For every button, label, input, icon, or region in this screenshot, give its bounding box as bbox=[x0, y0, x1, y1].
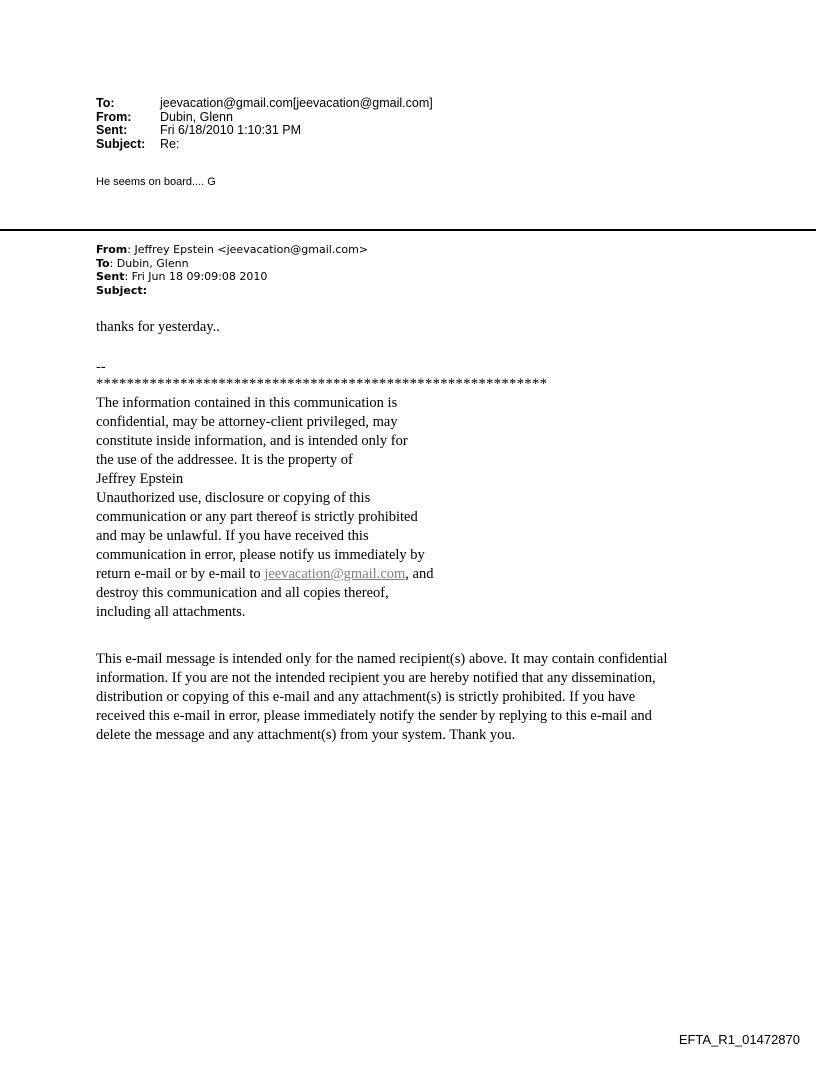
quoted-header bbox=[96, 243, 368, 297]
quoted-sent-value: : Fri Jun 18 09:09:08 2010 bbox=[124, 270, 268, 283]
quoted-from-row bbox=[96, 243, 368, 257]
quoted-to-row bbox=[96, 257, 368, 271]
conf-line: the use of the addressee. It is the property of bbox=[96, 452, 353, 468]
notice-line: received this e-mail in error, please immediately notify the sender by replying to this e-mail and bbox=[96, 708, 652, 724]
notice-line: information. If you are not the intended recipient you are hereby notified that any dissemination, bbox=[96, 670, 656, 686]
quoted-sent-row bbox=[96, 270, 368, 284]
conf-line: including all attachments. bbox=[96, 604, 246, 620]
from-value: Dubin, Glenn bbox=[160, 109, 233, 124]
conf-line: Jeffrey Epstein bbox=[96, 471, 184, 487]
conf-line: communication in error, please notify us immediately by bbox=[96, 547, 425, 563]
notice-line: delete the message and any attachment(s) from your system. Thank you. bbox=[96, 727, 516, 743]
conf-line: destroy this communication and all copies thereof, bbox=[96, 585, 389, 601]
sent-label: Sent: bbox=[96, 123, 128, 137]
signature-separator: -- bbox=[96, 359, 106, 375]
divider bbox=[0, 229, 816, 231]
quoted-subject-row bbox=[96, 284, 368, 298]
conf-line: Unauthorized use, disclosure or copying of this bbox=[96, 490, 371, 506]
to-value: jeevacation@gmail.com[jeevacation@gmail.com] bbox=[160, 96, 433, 110]
conf-line: The information contained in this communication is bbox=[96, 395, 398, 411]
quoted-sent-label: Sent bbox=[96, 270, 125, 283]
quoted-from-label: From bbox=[96, 243, 128, 256]
quoted-body: thanks for yesterday.. bbox=[96, 319, 220, 335]
subject-row bbox=[96, 138, 433, 152]
conf-line: and may be unlawful. If you have received this bbox=[96, 528, 369, 544]
email-disclaimer bbox=[96, 650, 736, 745]
return-prefix: return e-mail or by e-mail to bbox=[96, 566, 265, 582]
quoted-subject-value: : bbox=[142, 283, 148, 297]
quoted-to-value: : Dubin, Glenn bbox=[109, 256, 189, 270]
from-label: From: bbox=[96, 109, 132, 124]
from-row bbox=[96, 111, 433, 125]
stars-divider: *********************************************************** bbox=[96, 376, 548, 392]
conf-line: confidential, may be attorney-client privileged, may bbox=[96, 414, 398, 430]
notice-line: distribution or copying of this e-mail and any attachment(s) is strictly prohibited. If you have bbox=[96, 689, 636, 705]
return-suffix: , and bbox=[405, 566, 434, 582]
subject-value: Re: bbox=[160, 136, 180, 151]
quoted-from-value: : Jeffrey Epstein <jeevacation@gmail.com> bbox=[127, 243, 369, 256]
confidentiality-notice bbox=[96, 394, 516, 622]
quoted-subject-label: Subject bbox=[96, 283, 143, 297]
to-label: To: bbox=[96, 96, 115, 110]
sent-row bbox=[96, 124, 433, 138]
email-header bbox=[96, 97, 433, 151]
subject-label: Subject: bbox=[96, 136, 146, 151]
email-link[interactable]: jeevacation@gmail.com bbox=[264, 566, 406, 582]
notice-line: This e-mail message is intended only for the named recipient(s) above. It may contain confidential bbox=[96, 651, 668, 667]
conf-line: communication or any part thereof is strictly prohibited bbox=[96, 509, 418, 525]
reply-body: He seems on board.... G bbox=[96, 176, 216, 188]
to-row bbox=[96, 97, 433, 111]
quoted-to-label: To bbox=[96, 256, 110, 270]
document-id: EFTA_R1_01472870 bbox=[678, 1032, 800, 1047]
conf-line: constitute inside information, and is intended only for bbox=[96, 433, 408, 449]
conf-line-return bbox=[96, 565, 516, 584]
sent-value: Fri 6/18/2010 1:10:31 PM bbox=[160, 123, 302, 137]
